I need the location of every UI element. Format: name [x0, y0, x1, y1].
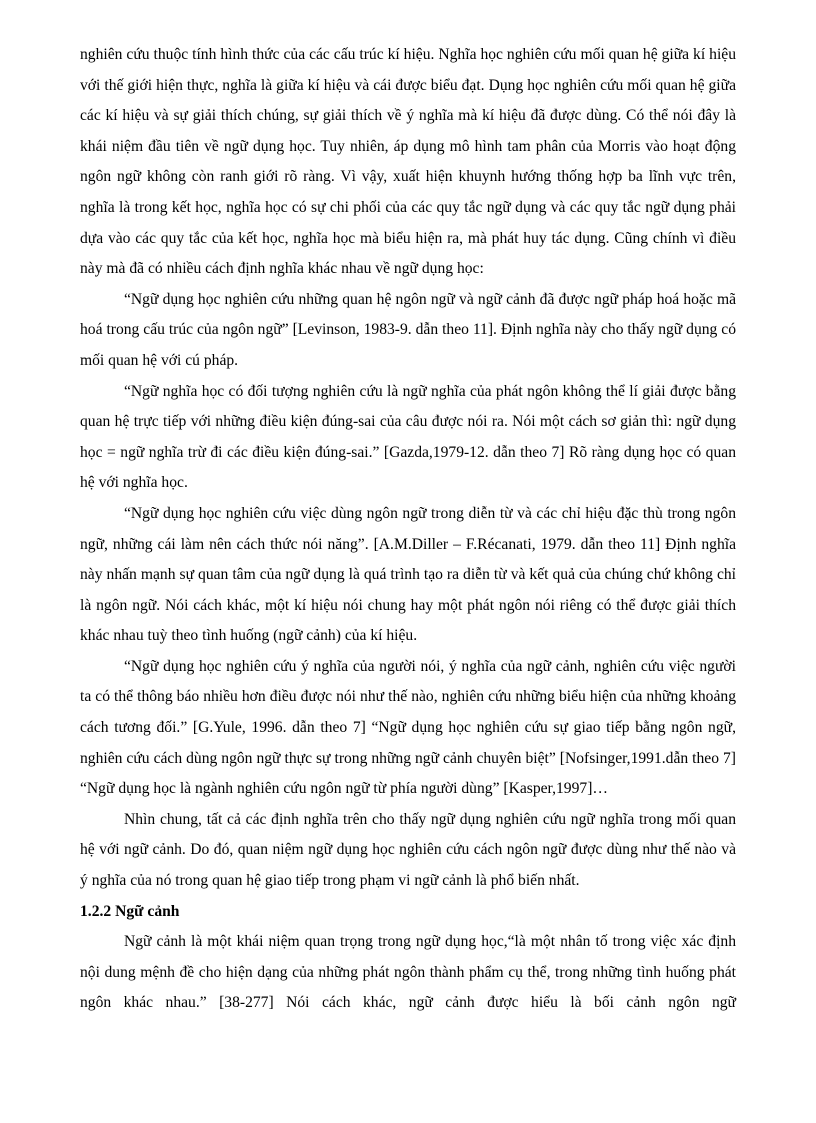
document-page	[80, 40, 736, 1019]
paragraph-diller-recanati-definition: “Ngữ dụng học nghiên cứu việc dùng ngôn ngữ trong diễn từ và các chỉ hiệu đặc thù trong ngôn ngữ, những cái làm nên cách thức nói năng”. [A.M.Diller – F.Récanati, 1979. dẫn theo 11] Định nghĩa này nhấn mạnh sự quan tâm của ngữ dụng là quá trình tạo ra diễn từ và kết quả của chúng chứ không chỉ là ngôn ngữ. Nói cách khác, một kí hiệu nói chung hay một phát ngôn nói riêng có thể được giải thích khác nhau tuỳ theo tình huống (ngữ cảnh) của kí hiệu.	[80, 504, 736, 645]
paragraph-yule-nofsinger-kasper: “Ngữ dụng học nghiên cứu ý nghĩa của người nói, ý nghĩa của ngữ cảnh, nghiên cứu việc người ta có thể thông báo nhiều hơn điều được nói như thế nào, nghiên cứu những biểu hiện của những khoảng cách tương đối.” [G.Yule, 1996. dẫn theo 7] “Ngữ dụng học nghiên cứu sự giao tiếp bằng ngôn ngữ, nghiên cứu cách dùng ngôn ngữ thực sự trong những ngữ cảnh chuyên biệt” [Nofsinger,1991.dẫn theo 7] “Ngữ dụng học là ngành nghiên cứu ngôn ngữ từ phía người dùng” [Kasper,1997]…	[80, 657, 736, 798]
section-heading: 1.2.2 Ngữ cảnh	[80, 902, 180, 920]
paragraph-summary: Nhìn chung, tất cả các định nghĩa trên cho thấy ngữ dụng nghiên cứu ngữ nghĩa trong mối quan hệ với ngữ cảnh. Do đó, quan niệm ngữ dụng học nghiên cứu cách ngôn ngữ được dùng như thế nào và ý nghĩa của nó trong quan hệ giao tiếp trong phạm vi ngữ cảnh là phổ biến nhất.	[80, 810, 736, 890]
paragraph-gazda-definition: “Ngữ nghĩa học có đối tượng nghiên cứu là ngữ nghĩa của phát ngôn không thể lí giải được bằng quan hệ trực tiếp với những điều kiện đúng-sai của câu được nói ra. Nói một cách sơ giản thì: ngữ dụng học = ngữ nghĩa trừ đi các điều kiện đúng-sai.” [Gazda,1979-12. dẫn theo 7] Rõ ràng dụng học có quan hệ với nghĩa học.	[80, 382, 736, 492]
paragraph-context-definition: Ngữ cảnh là một khái niệm quan trọng trong ngữ dụng học,“là một nhân tố trong việc xác định nội dung mệnh đề cho hiện dạng của những phát ngôn thành phẩm cụ thể, trong những tình huống phát ngôn khác nhau.” [38-277] Nói cách khác, ngữ cảnh được hiểu là bối cảnh ngôn ngữ	[80, 933, 736, 1012]
paragraph-morris-model: nghiên cứu thuộc tính hình thức của các cấu trúc kí hiệu. Nghĩa học nghiên cứu mối quan hệ giữa kí hiệu với thế giới hiện thực, nghĩa là giữa kí hiệu và cái được biểu đạt. Dụng học nghiên cứu mối quan hệ giữa các kí hiệu và sự giải thích chúng, sự giải thích về ý nghĩa mà kí hiệu đã được dùng. Có thể nói đây là khái niệm đầu tiên về ngữ dụng học. Tuy nhiên, áp dụng mô hình tam phân của Morris vào hoạt động ngôn ngữ không còn ranh giới rõ ràng. Vì vậy, xuất hiện khuynh hướng thống hợp ba lĩnh vực trên, nghĩa là trong kết học, nghĩa học có sự chi phối của các quy tắc ngữ dụng và các quy tắc ngữ dụng phải dựa vào các quy tắc của kết học, nghĩa học mà biểu hiện ra, mà phát huy tác dụng. Cũng chính vì điều này mà đã có nhiều cách định nghĩa khác nhau về ngữ dụng học:	[80, 46, 736, 278]
paragraph-levinson-definition: “Ngữ dụng học nghiên cứu những quan hệ ngôn ngữ và ngữ cảnh đã được ngữ pháp hoá hoặc mã hoá trong cấu trúc của ngôn ngữ” [Levinson, 1983-9. dẫn theo 11]. Định nghĩa này cho thấy ngữ dụng có mối quan hệ với cú pháp.	[80, 290, 736, 369]
